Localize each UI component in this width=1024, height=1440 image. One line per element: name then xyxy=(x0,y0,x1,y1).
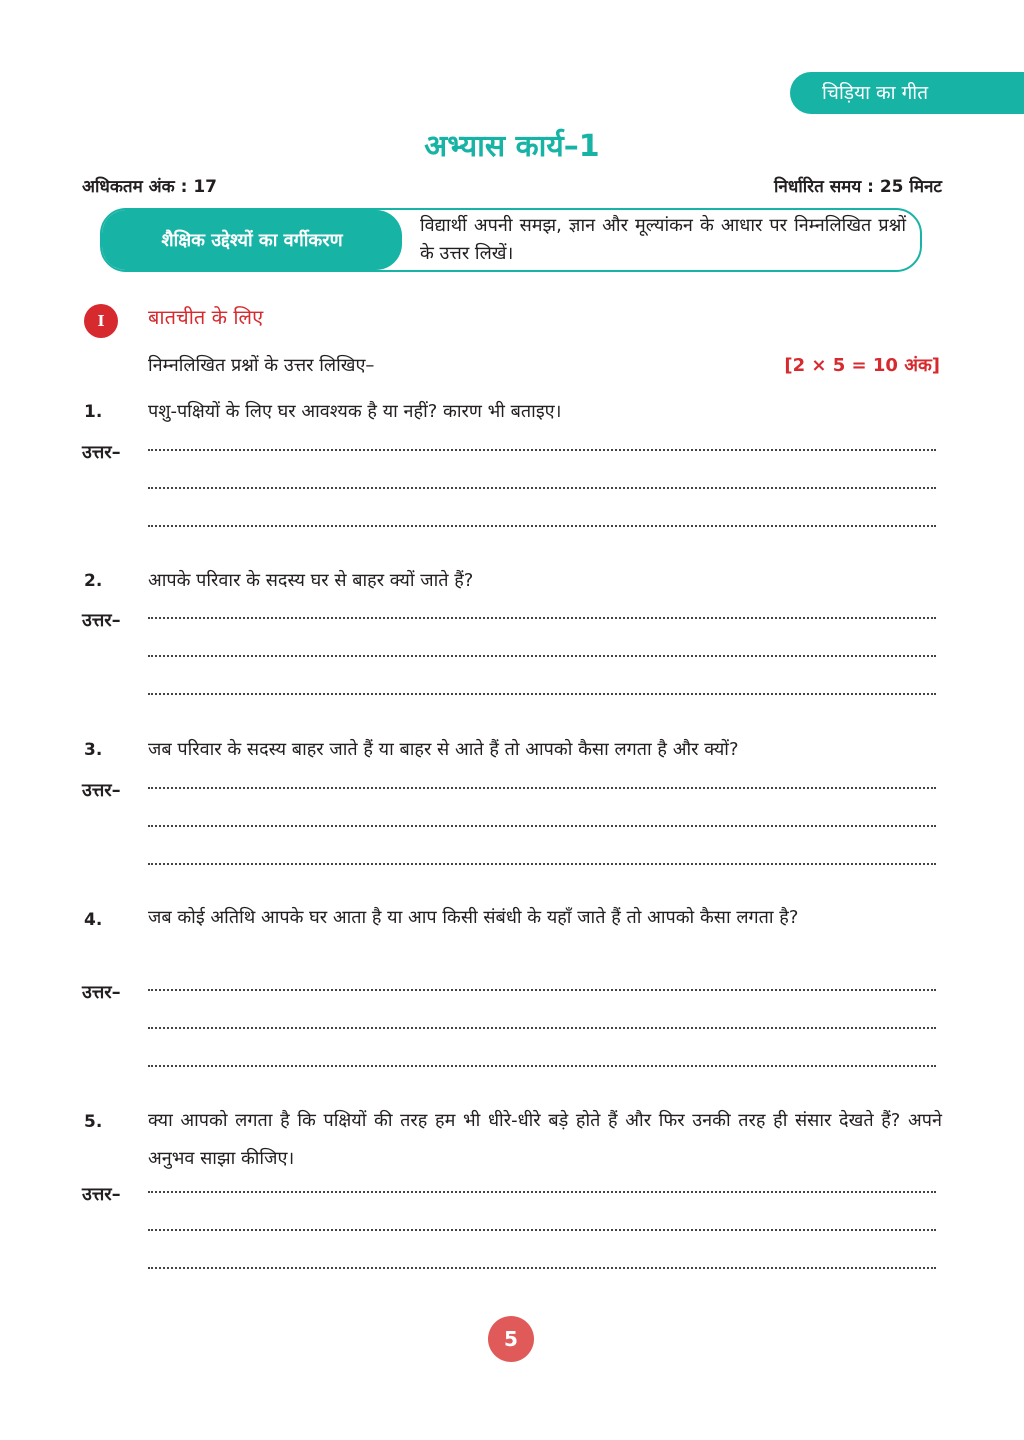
answer-label: उत्तर– xyxy=(82,1184,121,1205)
question-text: पशु-पक्षियों के लिए घर आवश्यक है या नहीं? कारण भी बताइए। xyxy=(148,401,562,422)
objectives-label: शैक्षिक उद्देश्यों का वर्गीकरण xyxy=(102,210,402,270)
objectives-text: विद्यार्थी अपनी समझ, ज्ञान और मूल्यांकन के आधार पर निम्नलिखित प्रश्नों के उत्तर लिखें। xyxy=(420,215,906,264)
question-text: आपके परिवार के सदस्य घर से बाहर क्यों जाते हैं? xyxy=(148,570,474,591)
question-text: जब परिवार के सदस्य बाहर जाते हैं या बाहर से आते हैं तो आपको कैसा लगता है और क्यों? xyxy=(148,739,739,760)
objectives-box xyxy=(100,208,922,272)
page-title: अभ्यास कार्य–1 xyxy=(424,129,600,164)
answer-line[interactable] xyxy=(148,1267,936,1269)
answer-line[interactable] xyxy=(148,693,936,695)
answer-label: उत्तर– xyxy=(82,780,121,801)
answer-line[interactable] xyxy=(148,449,936,451)
answer-line[interactable] xyxy=(148,617,936,619)
question-number: 2. xyxy=(84,571,103,591)
time-allotted: निर्धारित समय : 25 मिनट xyxy=(774,177,942,197)
answer-line[interactable] xyxy=(148,863,936,865)
page-number: 5 xyxy=(488,1316,534,1362)
answer-line[interactable] xyxy=(148,525,936,527)
section-marks: [2 × 5 = 10 अंक] xyxy=(784,355,940,376)
section-badge: I xyxy=(84,304,118,338)
answer-label: उत्तर– xyxy=(82,610,121,631)
question-text: जब कोई अतिथि आपके घर आता है या आप किसी संबंधी के यहाँ जाते हैं तो आपको कैसा लगता है? xyxy=(148,907,799,928)
max-marks: अधिकतम अंक : 17 xyxy=(82,177,218,197)
answer-line[interactable] xyxy=(148,1065,936,1067)
answer-line[interactable] xyxy=(148,787,936,789)
answer-line[interactable] xyxy=(148,1229,936,1231)
chapter-tab: चिड़िया का गीत xyxy=(790,72,1024,114)
question-text: क्या आपको लगता है कि पक्षियों की तरह हम भी धीरे-धीरे बड़े होते हैं और फिर उनकी तरह ही संसार देखते हैं? अपने अनुभव साझा कीजिए। xyxy=(148,1110,942,1169)
answer-line[interactable] xyxy=(148,825,936,827)
section-instruction: निम्नलिखित प्रश्नों के उत्तर लिखिए– xyxy=(148,355,375,376)
section-title: बातचीत के लिए xyxy=(148,305,264,329)
answer-line[interactable] xyxy=(148,1027,936,1029)
answer-line[interactable] xyxy=(148,1191,936,1193)
question-number: 1. xyxy=(84,402,103,422)
answer-line[interactable] xyxy=(148,487,936,489)
answer-line[interactable] xyxy=(148,655,936,657)
question-number: 3. xyxy=(84,740,103,760)
question-number: 5. xyxy=(84,1112,103,1132)
answer-label: उत्तर– xyxy=(82,982,121,1003)
answer-label: उत्तर– xyxy=(82,442,121,463)
question-number: 4. xyxy=(84,910,103,930)
answer-line[interactable] xyxy=(148,989,936,991)
